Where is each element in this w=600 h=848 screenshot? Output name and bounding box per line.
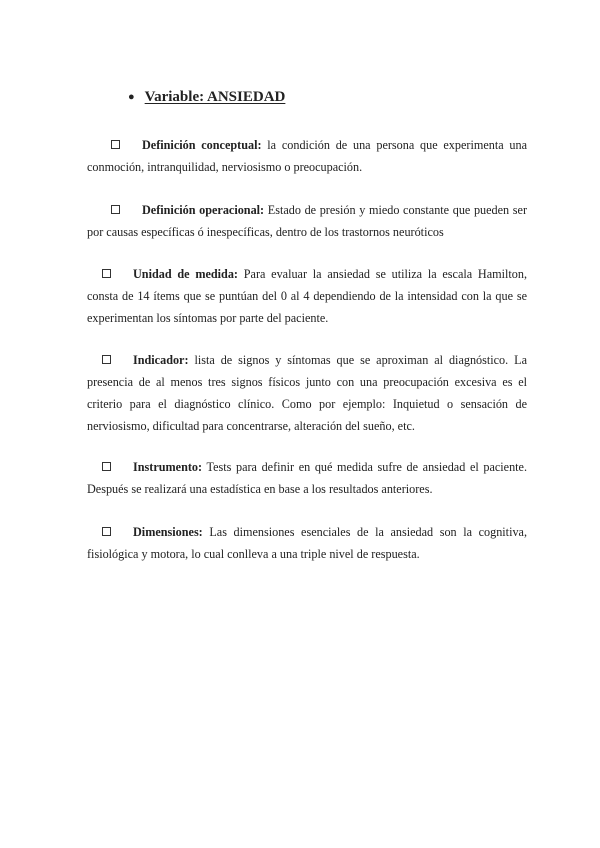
item-label: Instrumento:: [133, 460, 203, 474]
checkbox-icon: [102, 462, 111, 471]
instrument-item: [87, 456, 527, 500]
item-text: Para evaluar la ansiedad se utiliza la escala Hamilton, consta de 14 ítems que se puntúan del 0 al 4 dependiendo de la intensidad con la que se experimentan los síntomas por parte del paciente.: [87, 267, 527, 325]
checkbox-icon: [102, 269, 111, 278]
definition-conceptual-item: [87, 134, 527, 178]
variable-title: Variable: ANSIEDAD: [144, 89, 286, 105]
item-text: Las dimensiones esenciales de la ansiedad son la cognitiva, fisiológica y motora, lo cual conlleva a una triple nivel de respuesta.: [87, 525, 527, 561]
item-label: Definición operacional:: [142, 203, 265, 217]
checkbox-icon: [111, 140, 120, 149]
dimensions-item: [87, 521, 527, 565]
bullet-icon: ●: [128, 90, 135, 103]
item-text: la condición de una persona que experimenta una conmoción, intranquilidad, nerviosismo o preocupación.: [87, 138, 527, 174]
variable-heading: [128, 89, 285, 106]
item-label: Unidad de medida:: [133, 267, 238, 281]
checkbox-icon: [102, 355, 111, 364]
checkbox-icon: [111, 205, 120, 214]
item-label: Definición conceptual:: [142, 138, 262, 152]
item-label: Dimensiones:: [133, 525, 203, 539]
definition-operational-item: [87, 199, 527, 243]
item-text: lista de signos y síntomas que se aproximan al diagnóstico. La presencia de al menos tres signos físicos junto con una preocupación excesiva es el criterio para el diagnóstico clínico. Como por ejemplo: Inquietud o sensación de nerviosismo, dificultad para concentrarse, alteración del sueño, etc.: [87, 353, 527, 433]
item-text: Tests para definir en qué medida sufre de ansiedad el paciente. Después se realizará una estadística en base a los resultados anteriores.: [87, 460, 528, 496]
unit-of-measure-item: [87, 263, 527, 329]
item-label: Indicador:: [133, 353, 189, 367]
indicator-item: [87, 349, 527, 437]
checkbox-icon: [102, 527, 111, 536]
item-text: Estado de presión y miedo constante que pueden ser por causas específicas ó inespecíficas, dentro de los trastornos neuróticos: [87, 203, 527, 239]
